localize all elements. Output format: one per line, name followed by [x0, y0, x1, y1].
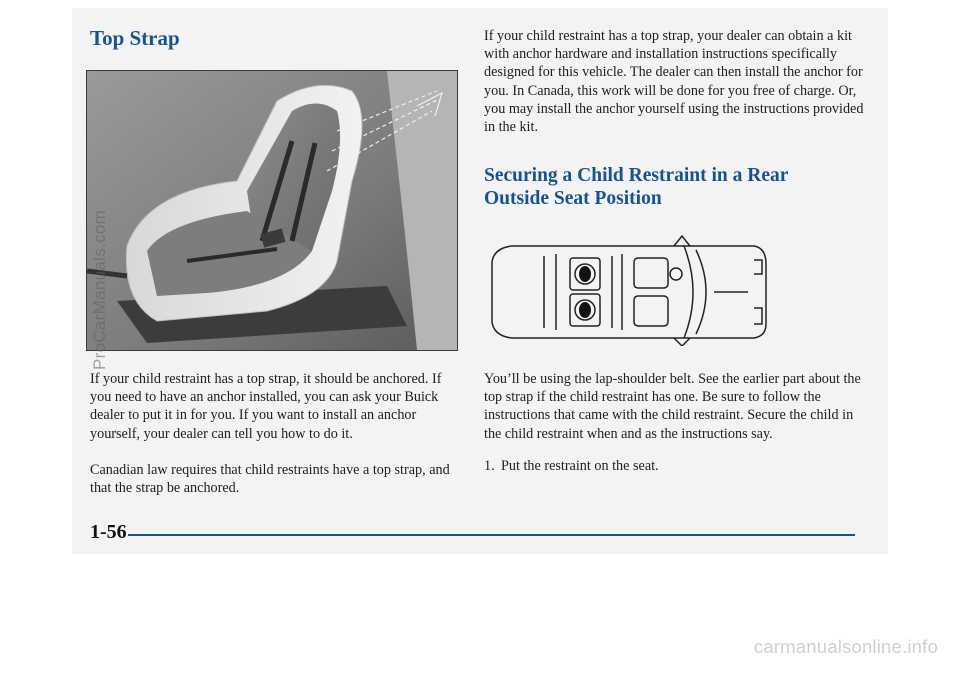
top-strap-paragraph-1: If your child restraint has a top strap, it should be anchored. If you need to have an anchor installed, you can ask your Buick dealer to put it in for you. If you want to install an anchor yourself, your dealer can tell you how to do it.: [90, 371, 442, 442]
instruction-step-1: [484, 457, 864, 475]
lap-shoulder-belt-paragraph: You’ll be using the lap-shoulder belt. See the earlier part about the top strap if the child restraint has one. Be sure to follow the instructions that came with the child restraint. Secure the child in the child restraint when and as the instructions say.: [484, 371, 861, 442]
child-seat-top-strap-illustration: [86, 70, 458, 351]
securing-child-restraint-heading: Securing a Child Restraint in a Rear Outside Seat Position: [484, 165, 789, 209]
top-strap-paragraph-2: Canadian law requires that child restraints have a top strap, and that the strap be anchored.: [90, 462, 450, 497]
top-strap-kit-paragraph: If your child restraint has a top strap, your dealer can obtain a kit with anchor hardware and installation instructions specifically designed for this vehicle. The dealer can then install the anchor for you. In Canada, this work will be done for you free of charge. Or, you may install the anchor yourself using the instructions provided in the kit.: [484, 28, 864, 136]
manual-page: [72, 8, 888, 554]
bottom-watermark: carmanualsonline.info: [753, 636, 938, 657]
step-text: Put the restraint on the seat.: [501, 458, 659, 474]
side-watermark: ProCarManuals.com: [90, 209, 109, 370]
footer-rule: [128, 534, 855, 536]
car-top-view-icon: [484, 234, 774, 346]
step-number: 1.: [484, 458, 495, 474]
rear-outside-seat-diagram: [484, 234, 774, 346]
page-number: 1-56: [90, 521, 127, 543]
top-strap-heading: Top Strap: [90, 26, 180, 50]
child-seat-illustration-icon: [87, 71, 457, 350]
